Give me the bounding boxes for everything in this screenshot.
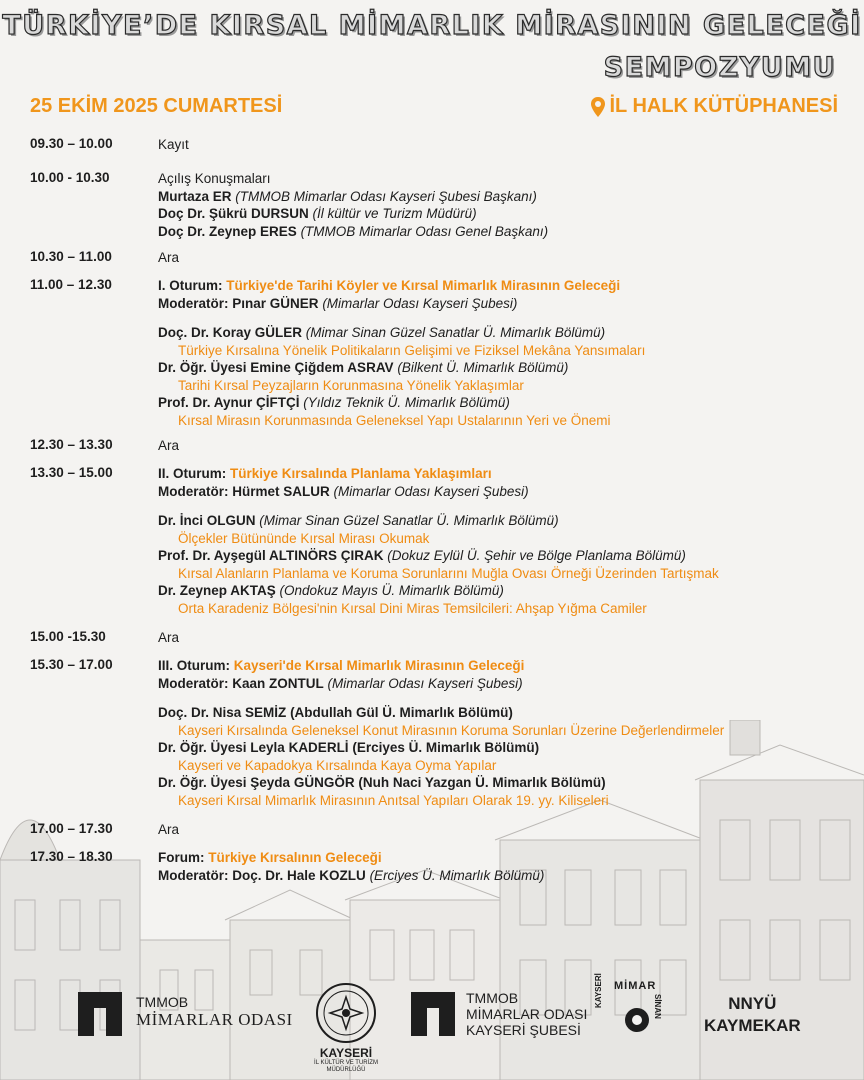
tmmob-logo-icon bbox=[78, 992, 122, 1036]
slot-label: Kayıt bbox=[158, 137, 189, 152]
moderator: Moderatör: Kaan ZONTUL (Mimarlar Odası Kayseri Şubesi) bbox=[158, 675, 523, 691]
kayseri-side-label: KAYSERİ bbox=[594, 973, 603, 1008]
talk-title: Tarihi Kırsal Peyzajların Korunmasına Yönelik Yaklaşımlar bbox=[178, 377, 524, 393]
sponsor-logos bbox=[0, 973, 864, 1078]
slot-label: Ara bbox=[158, 822, 180, 837]
talk-title: Kırsal Alanların Planlama ve Koruma Sorunlarını Muğla Ovası Örneği Üzerinden Tartışmak bbox=[178, 565, 719, 581]
session-title: Forum: Türkiye Kırsalının Geleceği bbox=[158, 850, 382, 865]
tmmob-kayseri-logo-icon bbox=[411, 992, 455, 1036]
talk-title: Kayseri ve Kapadokya Kırsalında Kaya Oyma Yapılar bbox=[178, 757, 497, 773]
slot-time: 09.30 – 10.00 bbox=[30, 136, 113, 151]
talk-speaker: Dr. İnci OLGUN (Mimar Sinan Güzel Sanatlar Ü. Mimarlık Bölümü) bbox=[158, 513, 559, 528]
speaker: Doç Dr. Zeynep ERES (TMMOB Mimarlar Odası Genel Başkanı) bbox=[158, 223, 549, 239]
talk-speaker: Prof. Dr. Aynur ÇİFTÇİ (Yıldız Teknik Ü. Mimarlık Bölümü) bbox=[158, 395, 510, 410]
venue-label: İL HALK KÜTÜPHANESİ bbox=[609, 95, 838, 117]
event-title: TÜRKİYE’DE KIRSAL MİMARLIK MİRASININ GELECEĞİ bbox=[2, 10, 862, 41]
tmmob-kayseri-logo-text: TMMOB MİMARLAR ODASI KAYSERİ ŞUBESİ bbox=[466, 990, 588, 1038]
slot-time: 11.00 – 12.30 bbox=[30, 277, 112, 292]
slot-label: Açılış Konuşmaları bbox=[158, 171, 271, 186]
location-pin-icon bbox=[590, 96, 606, 118]
slot-time: 10.30 – 11.00 bbox=[30, 249, 112, 264]
speaker: Murtaza ER (TMMOB Mimarlar Odası Kayseri Şubesi Başkanı) bbox=[158, 188, 537, 204]
talk-speaker: Dr. Zeynep AKTAŞ (Ondokuz Mayıs Ü. Mimarlık Bölümü) bbox=[158, 583, 504, 598]
nnyu-kaymekar-logo: NNYÜ KAYMEKAR bbox=[704, 994, 801, 1035]
event-venue bbox=[590, 95, 838, 118]
moderator: Moderatör: Doç. Dr. Hale KOZLU (Erciyes Ü. Mimarlık Bölümü) bbox=[158, 867, 545, 883]
slot-label: Ara bbox=[158, 438, 180, 453]
talk-speaker: Prof. Dr. Ayşegül ALTINÖRS ÇIRAK (Dokuz Eylül Ü. Şehir ve Bölge Planlama Bölümü) bbox=[158, 548, 686, 563]
sinan-side-label: SİNAN bbox=[653, 994, 662, 1019]
talk-title: Türkiye Kırsalına Yönelik Politikaların Gelişimi ve Fiziksel Mekâna Yansımaları bbox=[178, 342, 646, 358]
session-title: III. Oturum: Kayseri'de Kırsal Mimarlık Mirasının Geleceği bbox=[158, 658, 525, 673]
slot-time: 17.00 – 17.30 bbox=[30, 821, 113, 836]
moderator: Moderatör: Pınar GÜNER (Mimarlar Odası Kayseri Şubesi) bbox=[158, 295, 518, 311]
event-title-line2: SEMPOZYUMU bbox=[603, 52, 836, 83]
session-title: I. Oturum: Türkiye'de Tarihi Köyler ve Kırsal Mimarlık Mirasının Geleceği bbox=[158, 278, 621, 293]
slot-time: 15.30 – 17.00 bbox=[30, 657, 113, 672]
kayseri-culture-label: KAYSERİ İL KÜLTÜR VE TURİZM MÜDÜRLÜĞÜ bbox=[314, 1046, 378, 1073]
session-title: II. Oturum: Türkiye Kırsalında Planlama Yaklaşımları bbox=[158, 466, 492, 481]
talk-speaker: Dr. Öğr. Üyesi Leyla KADERLİ (Erciyes Ü. Mimarlık Bölümü) bbox=[158, 740, 540, 755]
slot-time: 13.30 – 15.00 bbox=[30, 465, 113, 480]
talk-title: Kırsal Mirasın Korunmasında Geleneksel Yapı Ustalarının Yeri ve Önemi bbox=[178, 412, 611, 428]
talk-speaker: Dr. Öğr. Üyesi Emine Çiğdem ASRAV (Bilkent Ü. Mimarlık Bölümü) bbox=[158, 360, 569, 375]
talk-speaker: Doç. Dr. Nisa SEMİZ (Abdullah Gül Ü. Mimarlık Bölümü) bbox=[158, 705, 513, 720]
talk-speaker: Doç. Dr. Koray GÜLER (Mimar Sinan Güzel Sanatlar Ü. Mimarlık Bölümü) bbox=[158, 325, 606, 340]
slot-label: Ara bbox=[158, 630, 180, 645]
speaker: Doç Dr. Şükrü DURSUN (İl kültür ve Turizm Müdürü) bbox=[158, 206, 477, 221]
mimar-logo-label: MİMAR bbox=[614, 980, 657, 992]
event-date: 25 EKİM 2025 CUMARTESİ bbox=[30, 95, 283, 117]
slot-time: 15.00 -15.30 bbox=[30, 629, 106, 644]
talk-title: Kayseri Kırsal Mimarlık Mirasının Anıtsal Yapıları Olarak 19. yy. Kiliseleri bbox=[178, 792, 609, 808]
talk-title: Ölçekler Bütününde Kırsal Mirası Okumak bbox=[178, 530, 430, 546]
tmmob-logo-text: TMMOB MİMARLAR ODASI bbox=[136, 994, 293, 1029]
talk-title: Orta Karadeniz Bölgesi'nin Kırsal Dini Miras Temsilcileri: Ahşap Yığma Camiler bbox=[178, 600, 647, 616]
talk-speaker: Dr. Öğr. Üyesi Şeyda GÜNGÖR (Nuh Naci Yazgan Ü. Mimarlık Bölümü) bbox=[158, 775, 606, 790]
slot-label: Ara bbox=[158, 250, 180, 265]
slot-time: 12.30 – 13.30 bbox=[30, 437, 113, 452]
slot-time: 17.30 – 18.30 bbox=[30, 849, 113, 864]
moderator: Moderatör: Hürmet SALUR (Mimarlar Odası Kayseri Şubesi) bbox=[158, 483, 529, 499]
kayseri-culture-seal-icon bbox=[315, 982, 377, 1044]
slot-time: 10.00 - 10.30 bbox=[30, 170, 110, 185]
talk-title: Kayseri Kırsalında Geleneksel Konut Mirasının Koruma Sorunları Üzerine Değerlendirmeler bbox=[178, 722, 725, 738]
